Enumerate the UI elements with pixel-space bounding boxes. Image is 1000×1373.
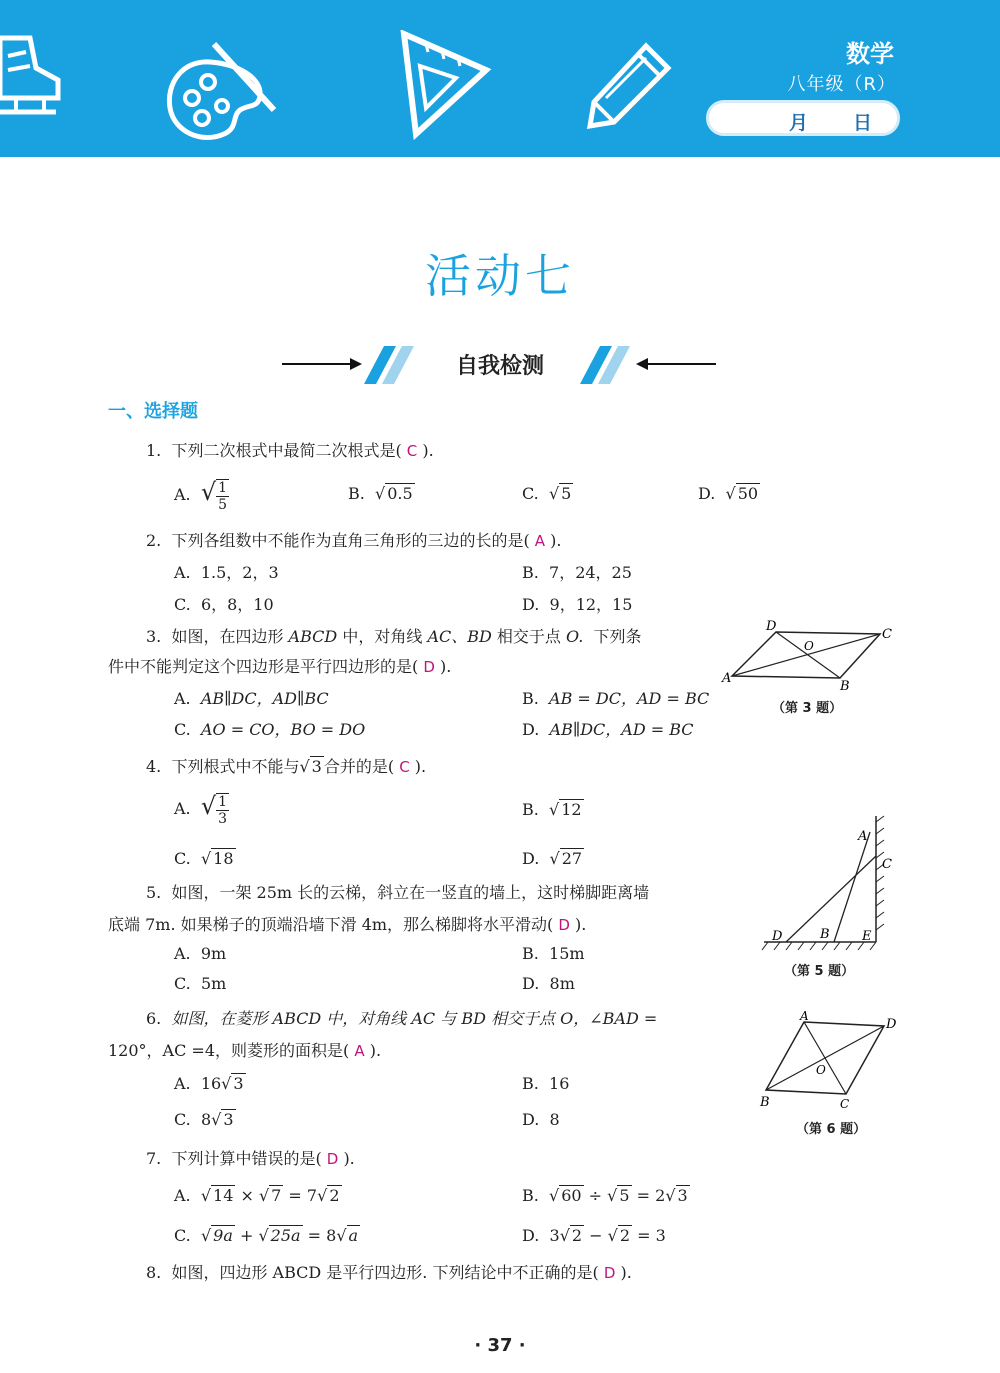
part-heading: 一、选择题 <box>108 401 198 422</box>
q4-option-c: C. √ 18 <box>174 849 234 868</box>
fig3-label-d: D <box>766 619 777 634</box>
set-square-icon <box>394 30 494 140</box>
q1-option-d: D. √ 50 <box>698 484 759 503</box>
day-label: 日 <box>853 112 873 134</box>
q4-option-d: D. √ 27 <box>522 849 583 868</box>
grade-label: 八年级（R） <box>787 74 896 95</box>
caption-q6: （第 6 题） <box>796 1122 867 1137</box>
fig3-label-a: A <box>722 671 732 686</box>
question-5: 5. 如图，一架 25m 长的云梯，斜立在一竖直的墙上，这时梯脚距离墙 <box>146 883 650 902</box>
figure-q5-ladder <box>758 812 898 952</box>
q4-option-a: A. √ $\frac{1}{3}$ <box>174 792 228 827</box>
fig6-label-a: A <box>800 1009 809 1023</box>
q2-option-c: C. 6，8，10 <box>174 595 274 614</box>
q1-option-b: B. √ 0.5 <box>348 484 413 503</box>
fig5-label-b: B <box>820 927 830 942</box>
question-6: 6. 如图，在菱形 ABCD 中，对角线 AC 与 BD 相交于点 O，∠BAD = <box>146 1009 658 1028</box>
question-3: 3. 如图，在四边形 ABCD 中，对角线 AC、BD 相交于点 O. 下列条 <box>146 627 642 646</box>
q2-option-b: B. 7，24，25 <box>522 563 632 582</box>
q5-option-c: C. 5m <box>174 974 227 993</box>
subject-label: 数学 <box>846 40 894 68</box>
fig5-label-e: E <box>862 929 872 944</box>
question-6-line2: 120°，AC =4，则菱形的面积是( A ). <box>108 1041 382 1060</box>
date-field[interactable] <box>706 100 900 136</box>
answer-3: D <box>423 658 435 676</box>
q2-option-d: D. 9，12，15 <box>522 595 633 614</box>
ice-skate-icon <box>0 28 62 124</box>
q7-option-c: C. √ 9a + √ 25a = 8√ a <box>174 1226 359 1245</box>
fig6-label-o: O <box>816 1063 826 1077</box>
question-1: 1. 下列二次根式中最简二次根式是( C ). <box>146 441 434 460</box>
answer-4: C <box>399 758 410 776</box>
q4-option-b: B. √ 12 <box>522 800 582 819</box>
page-title: 活动七 <box>425 249 575 303</box>
fig6-label-b: B <box>760 1095 770 1110</box>
answer-1: C <box>406 442 418 460</box>
fig6-label-d: D <box>886 1017 897 1032</box>
fig3-label-c: C <box>882 627 892 642</box>
answer-5: D <box>558 916 570 934</box>
fig6-label-c: C <box>840 1097 850 1111</box>
q5-option-b: B. 15m <box>522 944 585 963</box>
q3-option-a: A. AB∥DC，AD∥BC <box>174 689 329 708</box>
q6-option-a: A. 16√ 3 <box>174 1074 244 1093</box>
fig5-label-d: D <box>772 929 783 944</box>
q6-option-c: C. 8√ 3 <box>174 1110 234 1129</box>
q1-option-c: C. √ 5 <box>522 484 572 503</box>
question-7: 7. 下列计算中错误的是( D ). <box>146 1149 355 1168</box>
q1-option-a: A. √ $\frac{1}{5}$ <box>174 478 228 513</box>
q7-option-d: D. 3√ 2 − √ 2 = 3 <box>522 1226 666 1245</box>
q3-option-d: D. AB∥DC，AD = BC <box>522 720 694 739</box>
q3-option-c: C. AO = CO，BO = DO <box>174 720 366 739</box>
paint-palette-icon <box>162 36 282 148</box>
figure-q6-rhombus <box>756 1008 906 1112</box>
q7-option-b: B. √ 60 ÷ √ 5 = 2√ 3 <box>522 1186 688 1205</box>
question-4: 4. 下列根式中不能与√ 3 合并的是( C ). <box>146 757 427 776</box>
figure-q3-parallelogram <box>720 616 900 696</box>
q3-option-b: B. AB = DC，AD = BC <box>522 689 710 708</box>
answer-8: D <box>603 1264 616 1282</box>
caption-q3: （第 3 题） <box>772 701 843 716</box>
page-number: · 37 · <box>474 1335 526 1356</box>
q6-option-d: D. 8 <box>522 1110 560 1129</box>
q6-option-b: B. 16 <box>522 1074 570 1093</box>
header-banner <box>0 0 1000 157</box>
fig3-label-b: B <box>840 679 850 694</box>
question-3-line2: 件中不能判定这个四边形是平行四边形的是( D ). <box>108 657 452 676</box>
caption-q5: （第 5 题） <box>784 964 855 979</box>
month-label: 月 <box>789 112 809 134</box>
section-label: 自我检测 <box>455 354 544 379</box>
q7-option-a: A. √ 14 × √ 7 = 7√ 2 <box>174 1186 340 1205</box>
answer-7: D <box>326 1150 339 1168</box>
q5-option-d: D. 8m <box>522 974 575 993</box>
fig5-label-a: A <box>858 829 868 844</box>
pencil-icon <box>584 40 674 130</box>
question-5-line2: 底端 7m. 如果梯子的顶端沿墙下滑 4m，那么梯脚将水平滑动( D ). <box>108 915 587 934</box>
q5-option-a: A. 9m <box>174 944 227 963</box>
question-2: 2. 下列各组数中不能作为直角三角形的三边的长的是( A ). <box>146 531 562 550</box>
answer-2: A <box>534 532 546 550</box>
fig5-label-c: C <box>882 857 892 872</box>
q2-option-a: A. 1.5，2，3 <box>174 563 279 582</box>
answer-6: A <box>354 1042 365 1060</box>
fig3-label-o: O <box>804 639 814 653</box>
question-8: 8. 如图，四边形 ABCD 是平行四边形. 下列结论中不正确的是( D ). <box>146 1263 632 1282</box>
